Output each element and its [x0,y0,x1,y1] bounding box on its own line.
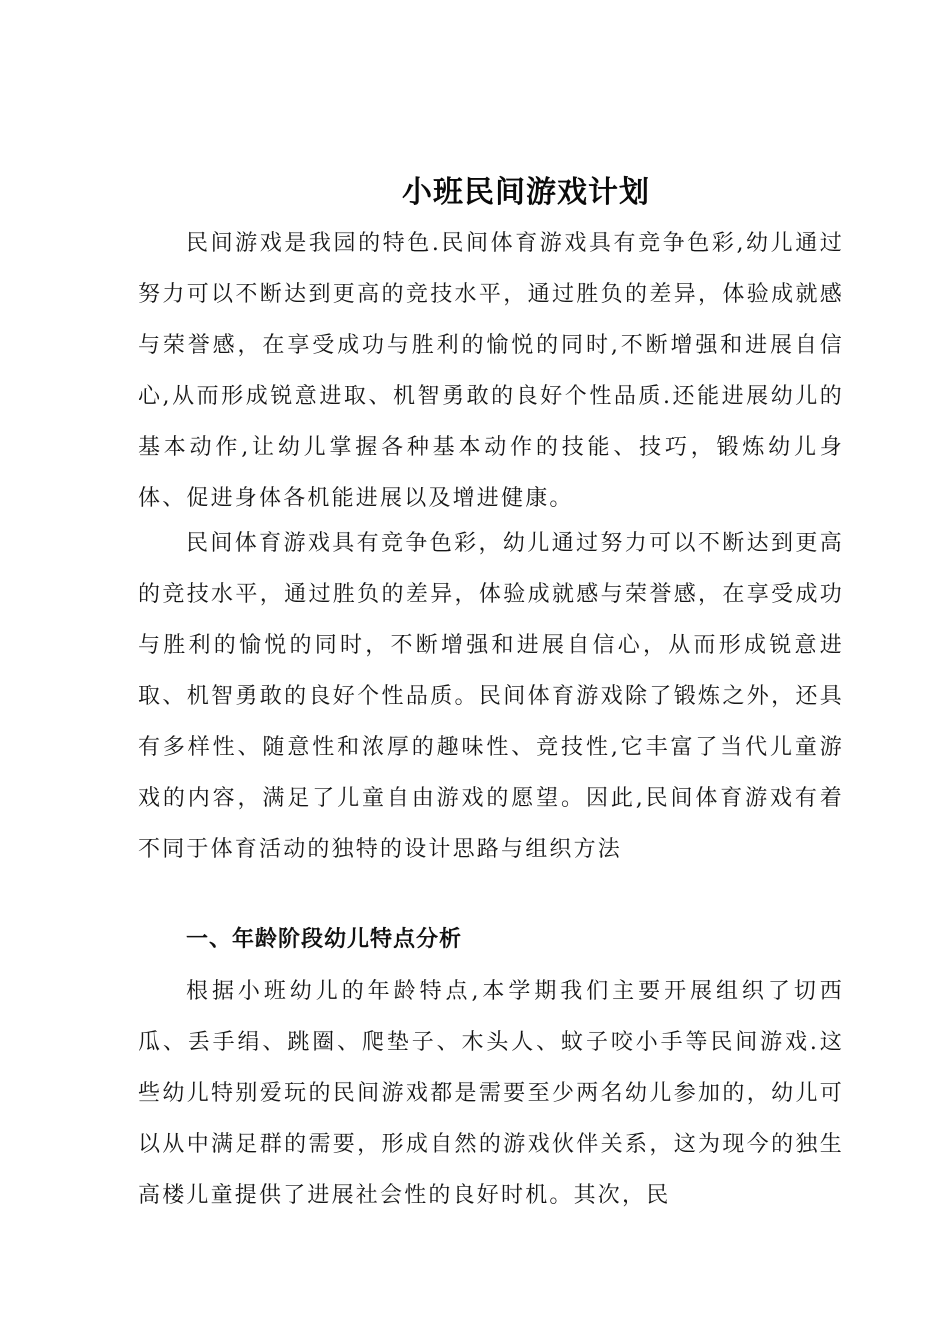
paragraph-age-analysis: 根据小班幼儿的年龄特点,本学期我们主要开展组织了切西瓜、丢手绢、跳圈、爬垫子、木头人、蚊子咬小手等民间游戏.这些幼儿特别爱玩的民间游戏都是需要至少两名幼儿参加的，幼儿可以从中满足群的需要，形成自然的游戏伙伴关系，这为现今的独生高楼儿童提供了进展社会性的良好时机。其次，民 [138,979,844,1208]
paragraph-competition: 民间体育游戏具有竞争色彩，幼儿通过努力可以不断达到更高的竞技水平，通过胜负的差异，体验成就感与荣誉感，在享受成功与胜利的愉悦的同时，不断增强和进展自信心，从而形成锐意进取、机智勇敢的良好个性品质。民间体育游戏除了锻炼之外，还具有多样性、随意性和浓厚的趣味性、竞技性,它丰富了当代儿童游戏的内容，满足了儿童自由游戏的愿望。因此,民间体育游戏有着不同于体育活动的独特的设计思路与组织方法 [138,531,844,862]
paragraph-intro: 民间游戏是我园的特色.民间体育游戏具有竞争色彩,幼儿通过努力可以不断达到更高的竞技水平，通过胜负的差异，体验成就感与荣誉感，在享受成功与胜利的愉悦的同时,不断增强和进展自信心,从而形成锐意进取、机智勇敢的良好个性品质.还能进展幼儿的基本动作,让幼儿掌握各种基本动作的技能、技巧，锻炼幼儿身体、促进身体各机能进展以及增进健康。 [138,231,844,511]
section-heading-age-analysis: 一、年龄阶段幼儿特点分析 [186,927,463,952]
document-title: 小班民间游戏计划 [402,175,650,210]
